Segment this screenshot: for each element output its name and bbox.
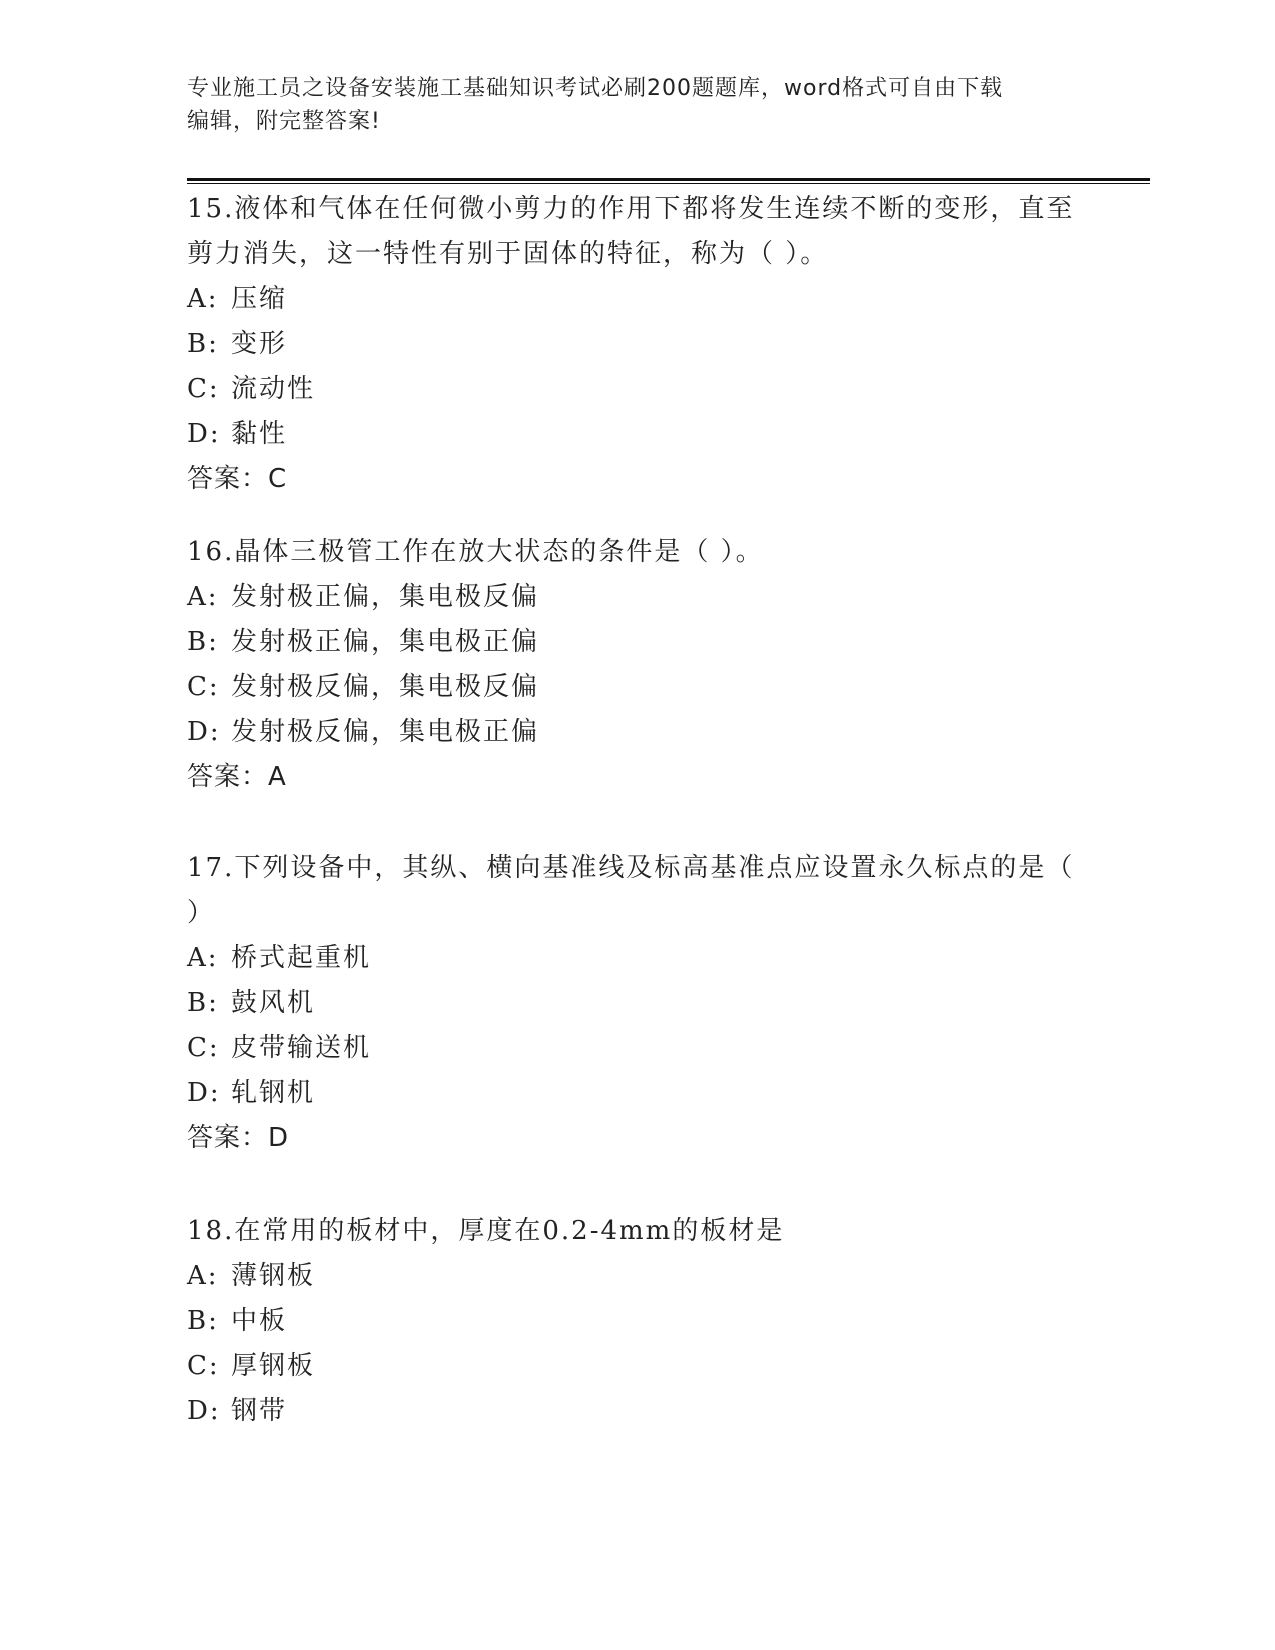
option-text: 中板 xyxy=(231,1306,288,1336)
option-a xyxy=(187,277,1087,322)
question-16 xyxy=(187,530,1087,800)
option-letter: A: xyxy=(187,943,219,973)
option-text: 厚钢板 xyxy=(231,1351,316,1381)
option-letter: C: xyxy=(187,1033,220,1063)
option-letter: D: xyxy=(187,419,221,449)
option-letter: D: xyxy=(187,717,221,747)
answer-line: 答案：C xyxy=(187,464,288,494)
question-stem: 15.液体和气体在任何微小剪力的作用下都将发生连续不断的变形，直至剪力消失，这一特性有别于固体的特征，称为（ ）。 xyxy=(187,194,1075,269)
answer-line: 答案：A xyxy=(187,762,287,792)
question-15 xyxy=(187,187,1087,502)
option-a xyxy=(187,1254,1087,1299)
option-letter: A: xyxy=(187,284,219,314)
option-text: 发射极反偏，集电极正偏 xyxy=(231,717,540,747)
option-text: 鼓风机 xyxy=(231,988,316,1018)
question-18 xyxy=(187,1209,1087,1434)
option-text: 钢带 xyxy=(231,1396,288,1426)
option-a xyxy=(187,575,1087,620)
option-b xyxy=(187,620,1087,665)
document-header xyxy=(187,72,1087,138)
option-letter: D: xyxy=(187,1396,221,1426)
option-b xyxy=(187,1299,1087,1344)
option-d xyxy=(187,412,1087,457)
option-letter: A: xyxy=(187,1261,219,1291)
option-text: 发射极正偏，集电极正偏 xyxy=(231,627,540,657)
option-letter: B: xyxy=(187,627,219,657)
option-letter: D: xyxy=(187,1078,221,1108)
option-letter: B: xyxy=(187,988,219,1018)
option-letter: C: xyxy=(187,374,220,404)
option-text: 压缩 xyxy=(231,284,288,314)
option-d xyxy=(187,1389,1087,1434)
option-text: 发射极正偏，集电极反偏 xyxy=(231,582,540,612)
option-text: 轧钢机 xyxy=(231,1078,316,1108)
question-17 xyxy=(187,846,1087,1161)
option-text: 桥式起重机 xyxy=(231,943,372,973)
option-letter: A: xyxy=(187,582,219,612)
answer-line: 答案：D xyxy=(187,1123,290,1153)
option-letter: C: xyxy=(187,672,220,702)
option-text: 皮带输送机 xyxy=(231,1033,372,1063)
option-c xyxy=(187,665,1087,710)
question-stem: 18.在常用的板材中，厚度在0.2-4mm的板材是 xyxy=(187,1216,785,1246)
option-letter: C: xyxy=(187,1351,220,1381)
option-a xyxy=(187,936,1087,981)
header-title-line-1: 专业施工员之设备安装施工基础知识考试必刷200题题库，word格式可自由下载 xyxy=(187,76,1004,101)
header-divider-thick xyxy=(187,178,1150,181)
question-stem: 17.下列设备中，其纵、横向基准线及标高基准点应设置永久标点的是（ ） xyxy=(187,853,1075,928)
option-text: 薄钢板 xyxy=(231,1261,316,1291)
option-letter: B: xyxy=(187,329,219,359)
option-c xyxy=(187,1344,1087,1389)
option-d xyxy=(187,710,1087,755)
option-b xyxy=(187,981,1087,1026)
header-title-line-2: 编辑，附完整答案! xyxy=(187,109,381,134)
option-text: 黏性 xyxy=(231,419,288,449)
option-c xyxy=(187,1026,1087,1071)
option-c xyxy=(187,367,1087,412)
option-d xyxy=(187,1071,1087,1116)
question-stem: 16.晶体三极管工作在放大状态的条件是（ ）。 xyxy=(187,537,764,567)
option-text: 流动性 xyxy=(231,374,316,404)
header-divider-thin xyxy=(187,183,1150,184)
option-letter: B: xyxy=(187,1306,219,1336)
option-text: 发射极反偏，集电极反偏 xyxy=(231,672,540,702)
option-b xyxy=(187,322,1087,367)
option-text: 变形 xyxy=(231,329,288,359)
